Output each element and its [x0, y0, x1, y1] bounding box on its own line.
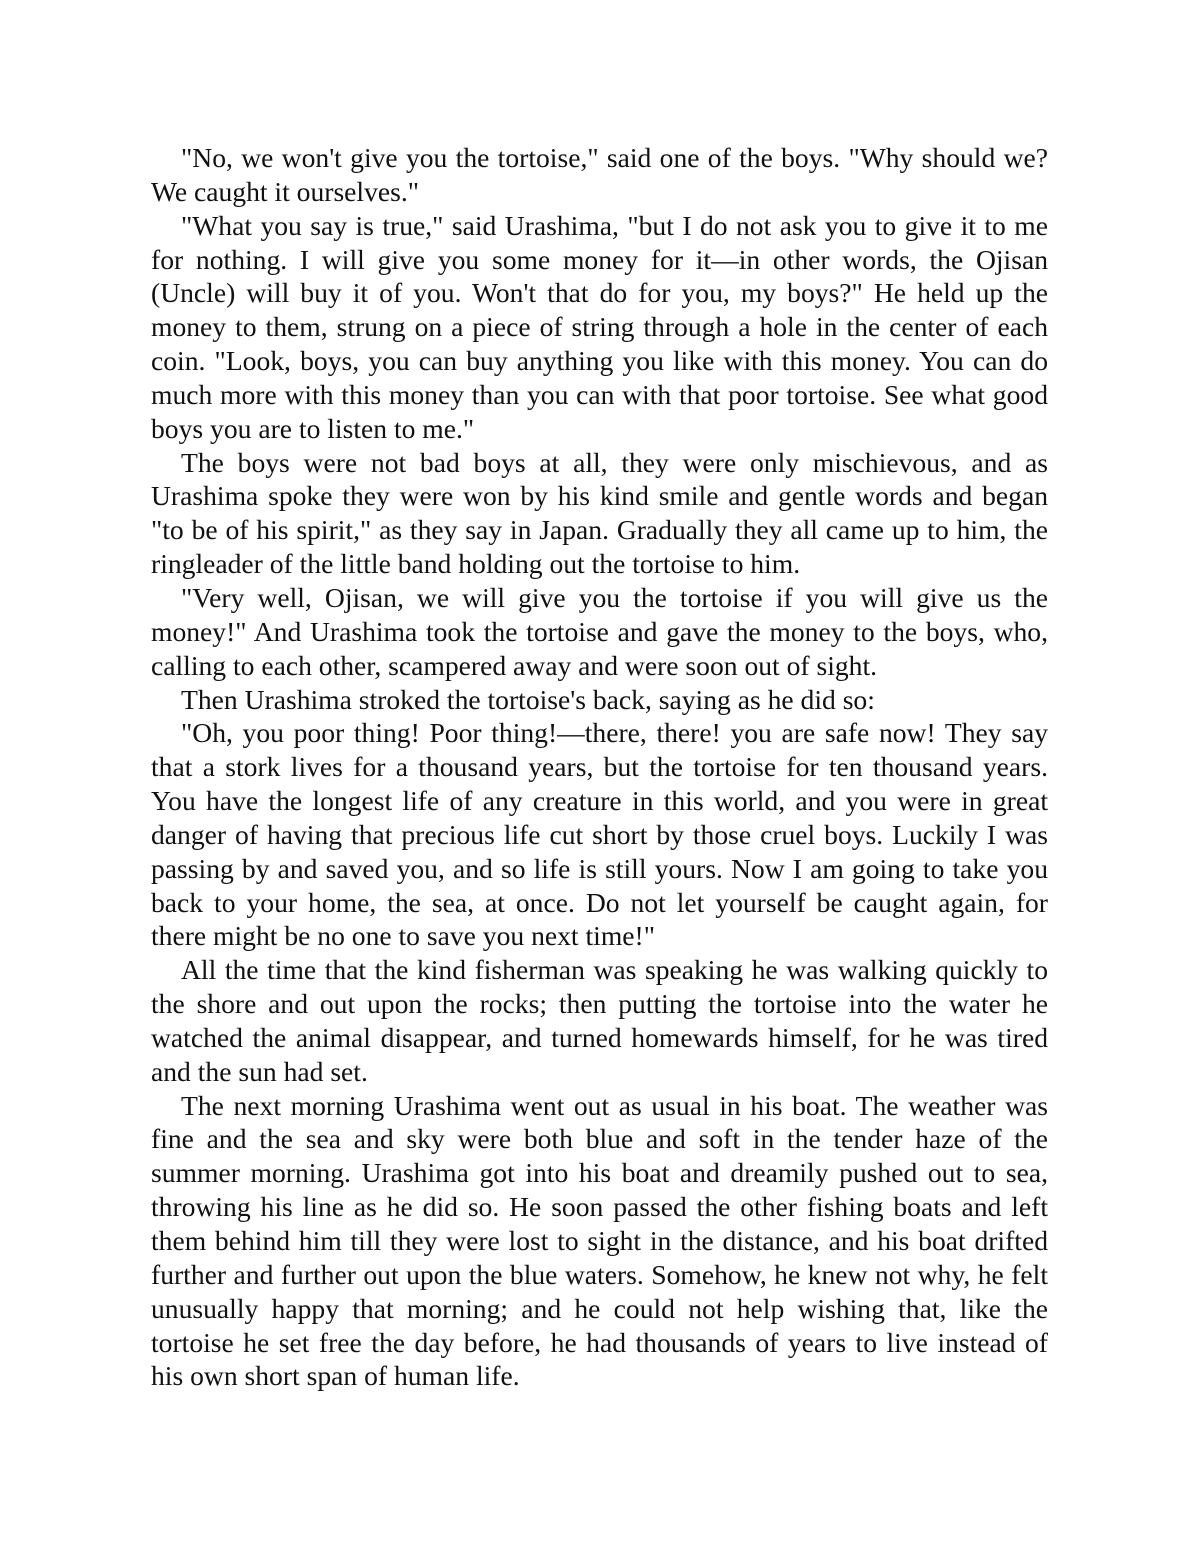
paragraph-next-morning: The next morning Urashima went out as usual in his boat. The weather was fine and the sea and sky were both blue and soft in the tender haze of the summer morning. Urashima got into his boat and dreamily pushed out to sea, throwing his line as he did so. He soon passed the other fishing boats and left them behind him till they were lost to sight in the distance, and his boat drifted further and further out upon the blue waters. Somehow, he knew not why, he felt unusually happy that morning; and he could not help wishing that, like the tortoise he set free the day before, he had thousands of years to live instead of his own short span of human life. — [151, 1089, 1048, 1392]
paragraph-boys-won-over: The boys were not bad boys at all, they were only mischievous, and as Urashima spoke they were won by his kind smile and gentle words and began "to be of his spirit," as they say in Japan. Gradually they all came up to him, the ringleader of the little band holding out the tortoise to him. — [151, 446, 1048, 580]
paragraph-boys-refuse: "No, we won't give you the tortoise," said one of the boys. "Why should we? We caught it ourselves." — [151, 142, 1048, 207]
paragraph-exchange: "Very well, Ojisan, we will give you the tortoise if you will give us the money!" And Urashima took the tortoise and gave the money to the boys, who, calling to each other, scampered away and were soon out of sight. — [151, 581, 1048, 681]
page-body — [151, 141, 1048, 1393]
paragraph-release-tortoise: All the time that the kind fisherman was speaking he was walking quickly to the shore and out upon the rocks; then putting the tortoise into the water he watched the animal disappear, and turned homewards himself, for he was tired and the sun had set. — [151, 954, 1048, 1087]
paragraph-speech-to-tortoise: "Oh, you poor thing! Poor thing!—there, there! you are safe now! They say that a stork lives for a thousand years, but the tortoise for ten thousand years. You have the longest life of any creature in this world, and you were in great danger of having that precious life cut short by those cruel boys. Luckily I was passing by and saved you, and so life is still yours. Now I am going to take you back to your home, the sea, at once. Do not let yourself be caught again, for there might be no one to save you next time!" — [151, 717, 1048, 952]
paragraph-strokes-tortoise: Then Urashima stroked the tortoise's back, saying as he did so: — [181, 683, 875, 715]
paragraph-urashima-offers-money: "What you say is true," said Urashima, "but I do not ask you to give it to me for nothing. I will give you some money for it—in other words, the Ojisan (Uncle) will buy it of you. Won't that do for you, my boys?" He held up the money to them, strung on a piece of string through a hole in the center of each coin. "Look, boys, you can buy anything you like with this money. You can do much more with this money than you can with that poor tortoise. See what good boys you are to listen to me." — [151, 209, 1048, 444]
